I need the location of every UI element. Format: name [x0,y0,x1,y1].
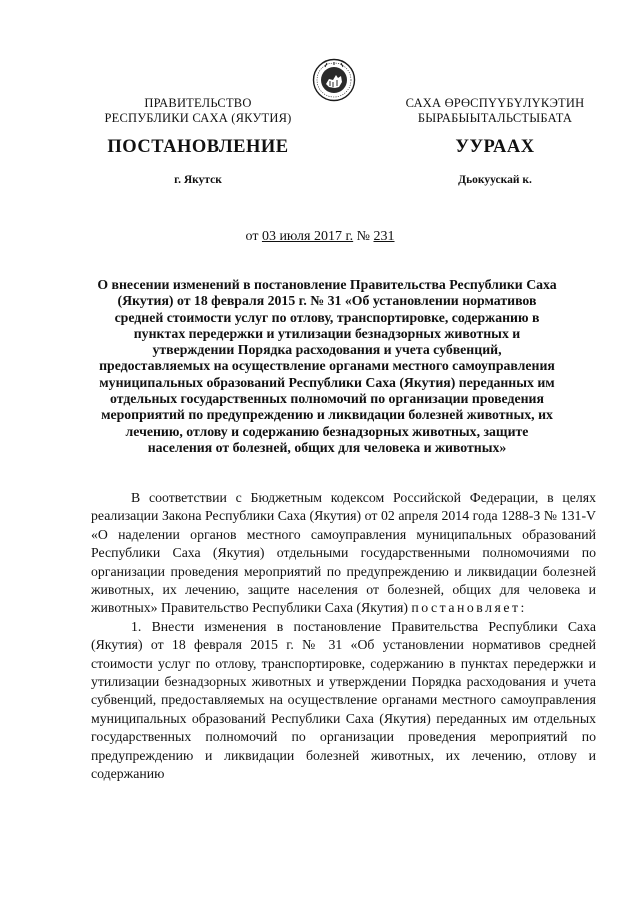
issuer-ru-line2: РЕСПУБЛИКИ САХА (ЯКУТИЯ) [104,111,292,125]
document-title [82,277,572,456]
title-line: мероприятий по предупреждению и ликвидации болезней животных, их [101,407,553,423]
title-line: пунктах передержки и утилизации безнадзорных животных и [133,325,521,341]
document-kind-sah: УУРААХ [455,137,535,157]
paragraph-1-text: В соответствии с Бюджетным кодексом Российской Федерации, в целях реализации Закона Республики Саха (Якутия) от 02 апреля 2014 года 1288-З № 131-V «О наделении органов местного самоуправления муниципальных образований Республики Саха (Якутия) отдельными государственными полномочиями по организации проведения мероприятий по предупреждению и ликвидации болезней животных, их лечению, защите населения от болезней, общих для человека и животных» Правительство Республики Саха (Якутия) [91,490,596,616]
title-line: лечению, отлову и содержанию безнадзорных животных, защите [125,423,529,439]
title-line: (Якутия) от 18 февраля 2015 г. № 31 «Об установлении нормативов [117,293,537,309]
title-line: средней стоимости услуг по отлову, транспортировке, содержанию в [114,309,540,325]
issuer-sah-line1: САХА ӨРӨСПҮҮБҮЛҮКЭТИН [405,96,585,110]
body-paragraph-1 [91,489,596,618]
issuer-sah-line2: БЫРАБЫЫТАЛЬСТЫБАТА [417,111,573,125]
date-number-line [0,229,640,245]
title-line: отдельных государственных полномочий по организации проведения [110,391,544,407]
issuer-ru [88,96,308,126]
body-paragraph-2: 1. Внести изменения в постановление Правительства Республики Саха (Якутия) от 18 февраля 2015 г. № 31 «Об установлении нормативов средней стоимости услуг по отлову, транспортировке, содержанию в пунктах передержки и утилизации безнадзорных животных и утверждении Порядка расходования и учета субвенций, предоставляемых на осуществление органами местного самоуправления муниципальных образований Республики Саха (Якутия) переданных им отдельных государственных полномочий по организации проведения мероприятий по предупреждению и ликвидации болезней животных, их лечению, отлову и содержанию [91,618,596,782]
number-sign: № [353,229,374,244]
decree-word: постановляет: [411,600,527,616]
title-line: утверждении Порядка расходования и учета субвенций, [152,342,502,358]
decree-date: 03 июля 2017 г. [261,229,354,244]
document-kind-ru: ПОСТАНОВЛЕНИЕ [107,137,289,157]
title-line: населения от болезней, общих для человека и животных» [147,439,507,455]
date-prefix: от [245,229,262,244]
issuer-sah [380,96,610,126]
decree-number: 231 [373,229,395,244]
title-line: О внесении изменений в постановление Правительства Республики Саха [97,277,557,292]
title-line: муниципальных образований Республики Саха (Якутия) переданных им [99,374,555,390]
city-sah: Дьокуускай к. [458,174,532,186]
city-ru: г. Якутск [174,174,222,186]
republic-sakha-emblem-icon [312,58,356,102]
document-body [91,489,596,784]
issuer-ru-line1: ПРАВИТЕЛЬСТВО [144,96,252,110]
title-line: предоставляемых на осуществление органами местного самоуправления [99,358,555,374]
